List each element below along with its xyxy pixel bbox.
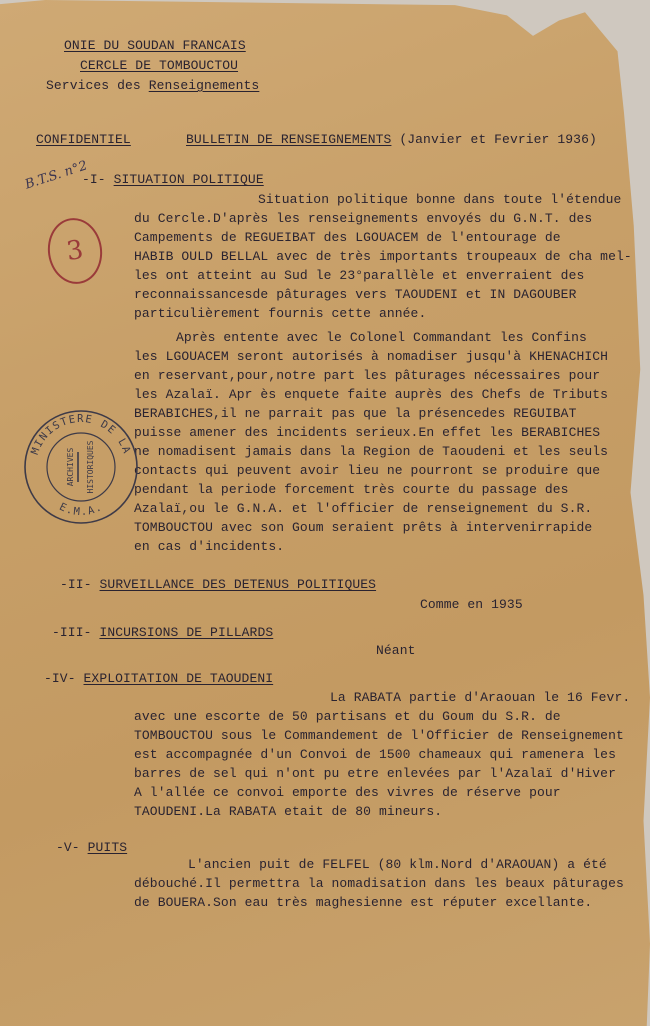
section-5-heading: -V- PUITS [56, 840, 128, 855]
header-services: Services des Renseignements [46, 78, 260, 93]
s4-line: A l'allée ce convoi emporte des vivres de réserve pour [134, 785, 561, 800]
svg-text:E.M.A. [57, 501, 104, 518]
archives-stamp [22, 408, 140, 531]
s1-line: BERABICHES,il ne parrait pas que la présencedes REGUIBAT [134, 406, 577, 421]
s1-line: les Azalaï. Apr ès enquete faite auprès des Chefs de Tributs [134, 387, 609, 402]
s1-line: les LGOUACEM seront autorisés à nomadiser jusqu'à KHENACHICH [134, 349, 609, 364]
s1-line: Campements de REGUEIBAT des LGOUACEM de l'entourage de [134, 230, 561, 245]
stamp-bottom-text: E.M.A. [57, 500, 105, 519]
s1-line: en cas d'incidents. [134, 539, 285, 554]
s4-line: La RABATA partie d'Araouan le 16 Fevr. [330, 690, 631, 705]
bulletin-title: BULLETIN DE RENSEIGNEMENTS (Janvier et Fevrier 1936) [186, 132, 597, 147]
stamp-center-2: HISTORIQUES [86, 440, 95, 494]
s4-line: avec une escorte de 50 partisans et du Goum du S.R. de [134, 709, 561, 724]
s3-body: Néant [376, 643, 416, 658]
s5-line: de BOUERA.Son eau très maghesienne est réputer excellante. [134, 895, 593, 910]
s1-line: Situation politique bonne dans toute l'étendue [258, 192, 622, 207]
section-4-heading: -IV- EXPLOITATION DE TAOUDENI [44, 671, 274, 686]
s1-line: pendant la periode forcement très courte du passage des [134, 482, 569, 497]
s1-line: en reservant,pour,notre part les pâturages nécessaires pour [134, 368, 601, 383]
s4-line: TOMBOUCTOU sous le Commandement de l'Officier de Renseignement [134, 728, 624, 743]
s1-line: Après entente avec le Colonel Commandant les Confins [176, 330, 587, 345]
s4-line: barres de sel qui n'ont pu etre enlevées par l'Azalaï d'Hiver [134, 766, 616, 781]
s1-line: TOMBOUCTOU avec son Goum seraient prêts à intervenirrapide [134, 520, 593, 535]
s1-line: les ont atteint au Sud le 23°parallèle et enverraient des [134, 268, 585, 283]
section-1-heading: -I- SITUATION POLITIQUE [82, 172, 264, 187]
s4-line: est accompagnée d'un Convoi de 1500 chameaux qui ramenera les [134, 747, 616, 762]
section-3-heading: -III- INCURSIONS DE PILLARDS [52, 625, 274, 640]
s5-line: débouché.Il permettra la nomadisation dans les beaux pâturages [134, 876, 624, 891]
red-circled-number: 3 [44, 215, 107, 288]
s1-line: du Cercle.D'après les renseignements envoyés du G.N.T. des [134, 211, 593, 226]
section-2-heading: -II- SURVEILLANCE DES DETENUS POLITIQUES [60, 577, 377, 592]
confidential-label: CONFIDENTIEL [36, 132, 131, 147]
stamp-top-text: MINISTERE DE LA [28, 413, 134, 457]
s5-line: L'ancien puit de FELFEL (80 klm.Nord d'ARAOUAN) a été [188, 857, 607, 872]
s1-line: particulièrement fournis cette année. [134, 306, 427, 321]
handwritten-reference: B.T.S. n°2 [23, 158, 90, 193]
s1-line: ne nomadisent jamais dans la Region de Taoudeni et les seuls [134, 444, 609, 459]
s1-line: Azalaï,ou le G.N.A. et l'officier de renseignement du S.R. [134, 501, 593, 516]
s1-line: reconnaissancesde pâturages vers TAOUDENI et IN DAGOUBER [134, 287, 577, 302]
s1-line: HABIB OULD BELLAL avec de très importants troupeaux de cha mel- [134, 249, 632, 264]
s1-line: contacts qui peuvent avoir lieu ne pourront se produire que [134, 463, 601, 478]
s1-line: puisse amener des incidents serieux.En effet les BERABICHES [134, 425, 601, 440]
header-colony: ONIE DU SOUDAN FRANCAIS [64, 38, 246, 53]
svg-text:MINISTERE DE LA [29, 413, 133, 456]
s2-body: Comme en 1935 [420, 597, 523, 612]
stamp-center-1: ARCHIVES [66, 447, 75, 487]
header-cercle: CERCLE DE TOMBOUCTOU [80, 58, 239, 73]
s4-line: TAOUDENI.La RABATA etait de 80 mineurs. [134, 804, 443, 819]
